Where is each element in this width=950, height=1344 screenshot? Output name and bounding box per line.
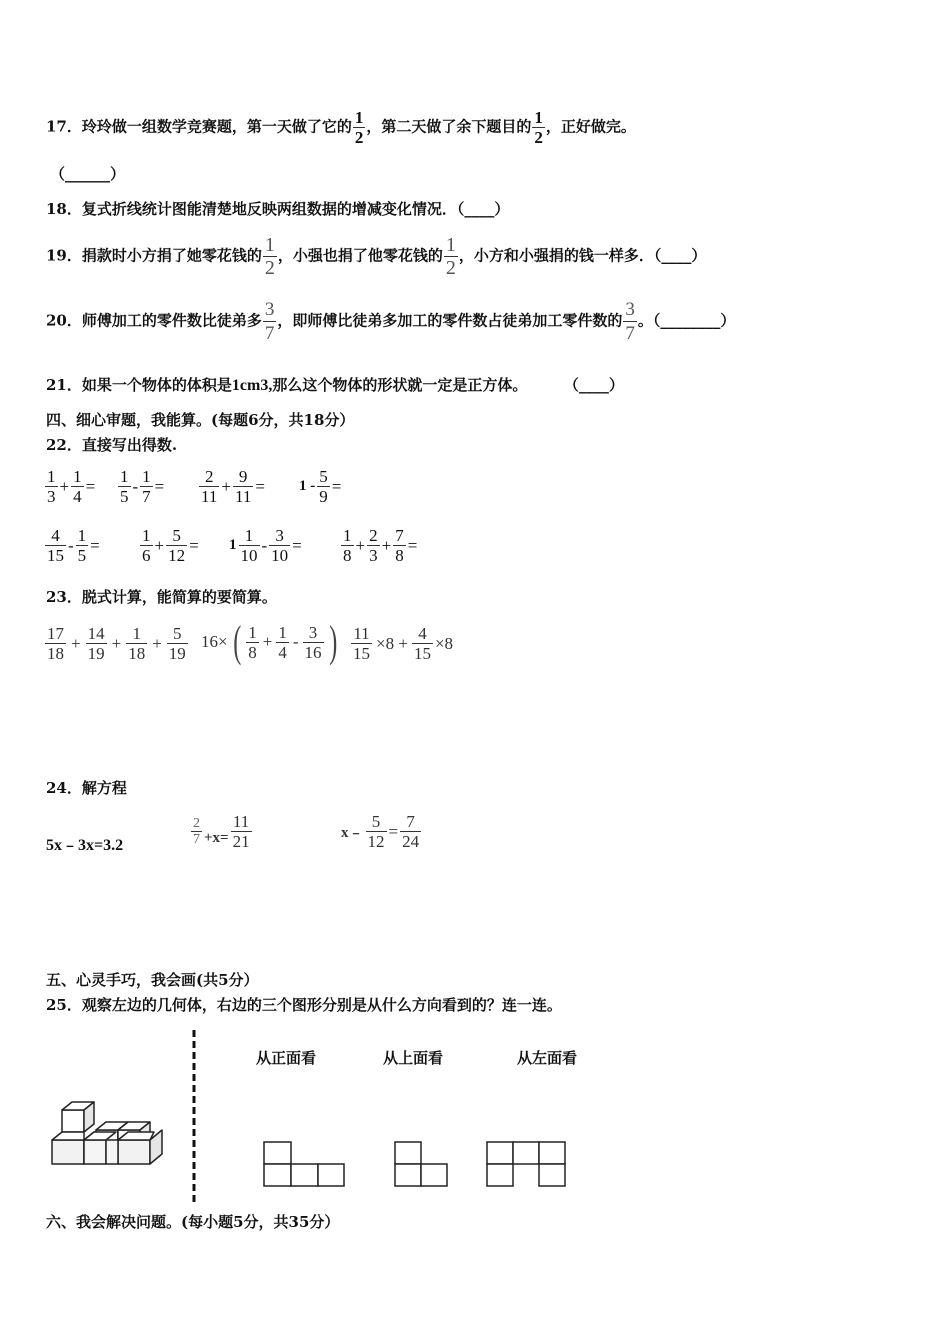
- q19-number: 19．: [46, 246, 82, 265]
- question-17: [46, 108, 636, 147]
- q22-expr-7: 1 $\frac{1}{10}$ - $\frac{3}{10}$ =: [229, 526, 302, 565]
- fraction: $\frac{1}{6}$: [142, 526, 151, 565]
- q20-fraction-1: $\frac{3}{7}$: [264, 299, 275, 344]
- q19-text-1: 捐款时小方捐了她零花钱的: [81, 246, 262, 265]
- fraction: $\frac{2}{3}$: [369, 526, 378, 565]
- cube-top: [62, 1102, 94, 1132]
- q21-number: 21．: [46, 376, 82, 394]
- fraction: $\frac{2}{7}$: [193, 816, 200, 847]
- fraction: $\frac{5}{19}$: [168, 624, 186, 663]
- question-19: [46, 234, 706, 279]
- q23-expr-1: $\frac{17}{18}$ + $\frac{14}{19}$ + $\frac{1}{18}$ + $\frac{5}{19}$: [47, 624, 186, 663]
- fraction: $\frac{1}{5}$: [120, 467, 129, 506]
- question-23-title: 23．脱式计算，能简算的要简算。: [46, 588, 277, 606]
- q22-expr-8: $\frac{1}{8}$ + $\frac{2}{3}$ + $\frac{7}{8}$ =: [343, 526, 418, 565]
- fraction: $\frac{5}{12}$: [367, 812, 385, 851]
- fraction: $\frac{1}{8}$: [343, 526, 352, 565]
- q17-text-1: 玲玲做一组数学竞赛题，第一天做了它的: [81, 117, 352, 136]
- q17-fraction-1: $\frac{1}{2}$: [354, 108, 364, 147]
- dashed-divider: [191, 1030, 197, 1202]
- fraction: $\frac{3}{10}$: [271, 526, 289, 565]
- q22-expr-2: $\frac{1}{5}$ - $\frac{1}{7}$ =: [120, 467, 165, 506]
- fraction: $\frac{11}{15}$: [353, 624, 370, 663]
- q23-expr-3: $\frac{11}{15}$ ×8 + $\frac{4}{15}$ ×8: [353, 624, 454, 663]
- view-shape-3[interactable]: [485, 1140, 569, 1188]
- fraction: $\frac{5}{12}$: [168, 526, 186, 565]
- view-shape-2[interactable]: [393, 1140, 449, 1188]
- view-label-left: 从左面看: [517, 1049, 578, 1067]
- question-22-title: 22．直接写出得数.: [46, 436, 178, 454]
- q22-expr-3: $\frac{2}{11}$ + $\frac{9}{11}$ =: [201, 467, 265, 506]
- q21-answer-blank[interactable]: （____）: [571, 376, 624, 394]
- section-4-title: 四、细心审题，我能算。(每题6分，共18分）: [46, 411, 355, 429]
- fraction: $\frac{1}{18}$: [128, 624, 146, 663]
- section-5-title: 五、心灵手巧，我会画(共5分）: [46, 971, 259, 989]
- q24-equation-2: $\frac{2}{7}$ +x= $\frac{11}{21}$: [193, 812, 250, 851]
- q23-expr-2: 16× ( $\frac{1}{8}$ + $\frac{1}{4}$ - $\frac{3}{16}$ ): [201, 617, 337, 666]
- question-24-title: 24．解方程: [46, 779, 127, 797]
- cube-solid-figure: [46, 1096, 176, 1186]
- question-21: [46, 375, 624, 396]
- q21-text-2: 那么这个物体的形状就一定是正方体。: [272, 376, 528, 394]
- q21-volume: 1cm3,: [231, 377, 273, 394]
- fraction: $\frac{2}{11}$: [201, 467, 218, 506]
- q19-text-3: ，小方和小强捐的钱一样多．（____）: [458, 246, 707, 265]
- q17-number: 17．: [46, 117, 82, 136]
- view-shape-1[interactable]: [262, 1140, 346, 1188]
- q17-answer-blank[interactable]: （______）: [50, 165, 126, 183]
- q20-text-1: 师傅加工的零件数比徒弟多: [81, 311, 262, 330]
- fraction: $\frac{1}{4}$: [278, 622, 287, 662]
- fraction: $\frac{7}{8}$: [395, 526, 404, 565]
- fraction: $\frac{9}{11}$: [234, 467, 252, 506]
- question-25-title: 25．观察左边的几何体，右边的三个图形分别是从什么方向看到的？连一连。: [46, 996, 562, 1014]
- q19-text-2: ，小强也捐了他零花钱的: [277, 246, 443, 265]
- q22-expr-1: $\frac{1}{3}$ + $\frac{1}{4}$ =: [47, 467, 96, 506]
- q20-text-2: ，即师傅比徒弟多加工的零件数占徒弟加工零件数的: [277, 311, 623, 330]
- fraction: $\frac{11}{21}$: [232, 812, 250, 851]
- fraction: $\frac{17}{18}$: [47, 624, 64, 663]
- question-18: 18．复式折线统计图能清楚地反映两组数据的增减变化情况．（____）: [46, 200, 510, 218]
- fraction: $\frac{1}{7}$: [142, 467, 151, 506]
- fraction: $\frac{1}{4}$: [73, 467, 82, 506]
- q20-text-3: 。（________）: [637, 311, 736, 330]
- q20-number: 20．: [46, 311, 82, 330]
- q21-text-1: 如果一个物体的体积是: [81, 376, 232, 394]
- q22-expr-5: $\frac{4}{15}$ - $\frac{1}{5}$ =: [47, 526, 100, 565]
- fraction: $\frac{14}{19}$: [87, 624, 105, 663]
- question-20: [46, 298, 735, 345]
- q17-fraction-2: $\frac{1}{2}$: [534, 108, 543, 147]
- fraction: $\frac{5}{9}$: [319, 467, 328, 506]
- q22-expr-4: 1 - $\frac{5}{9}$ =: [299, 467, 342, 506]
- fraction: $\frac{7}{24}$: [402, 812, 420, 851]
- q24-equation-3: x﹣ $\frac{5}{12}$ = $\frac{7}{24}$: [341, 812, 420, 851]
- q19-fraction-2: $\frac{1}{2}$: [445, 234, 456, 279]
- fraction: $\frac{1}{5}$: [77, 526, 87, 565]
- q17-text-2: ，第二天做了余下题目的: [366, 117, 532, 136]
- q17-text-3: ，正好做完。: [545, 117, 636, 136]
- right-paren: ): [328, 617, 337, 666]
- q24-equation-1: 5x﹣3x=3.2: [46, 837, 124, 854]
- left-paren: (: [232, 617, 241, 666]
- fraction: $\frac{1}{3}$: [47, 467, 56, 506]
- view-label-top: 从上面看: [383, 1049, 444, 1067]
- q19-fraction-1: $\frac{1}{2}$: [264, 234, 275, 279]
- fraction: $\frac{1}{8}$: [248, 622, 257, 662]
- view-label-front: 从正面看: [256, 1049, 317, 1067]
- fraction: $\frac{4}{15}$: [47, 526, 64, 565]
- q20-fraction-2: $\frac{3}{7}$: [625, 299, 635, 344]
- q22-expr-6: $\frac{1}{6}$ + $\frac{5}{12}$ =: [142, 526, 199, 565]
- section-6-title: 六、我会解决问题。(每小题5分，共35分）: [46, 1213, 340, 1231]
- fraction: $\frac{4}{15}$: [413, 624, 431, 663]
- fraction: $\frac{3}{16}$: [304, 622, 322, 662]
- fraction: $\frac{1}{10}$: [240, 526, 258, 565]
